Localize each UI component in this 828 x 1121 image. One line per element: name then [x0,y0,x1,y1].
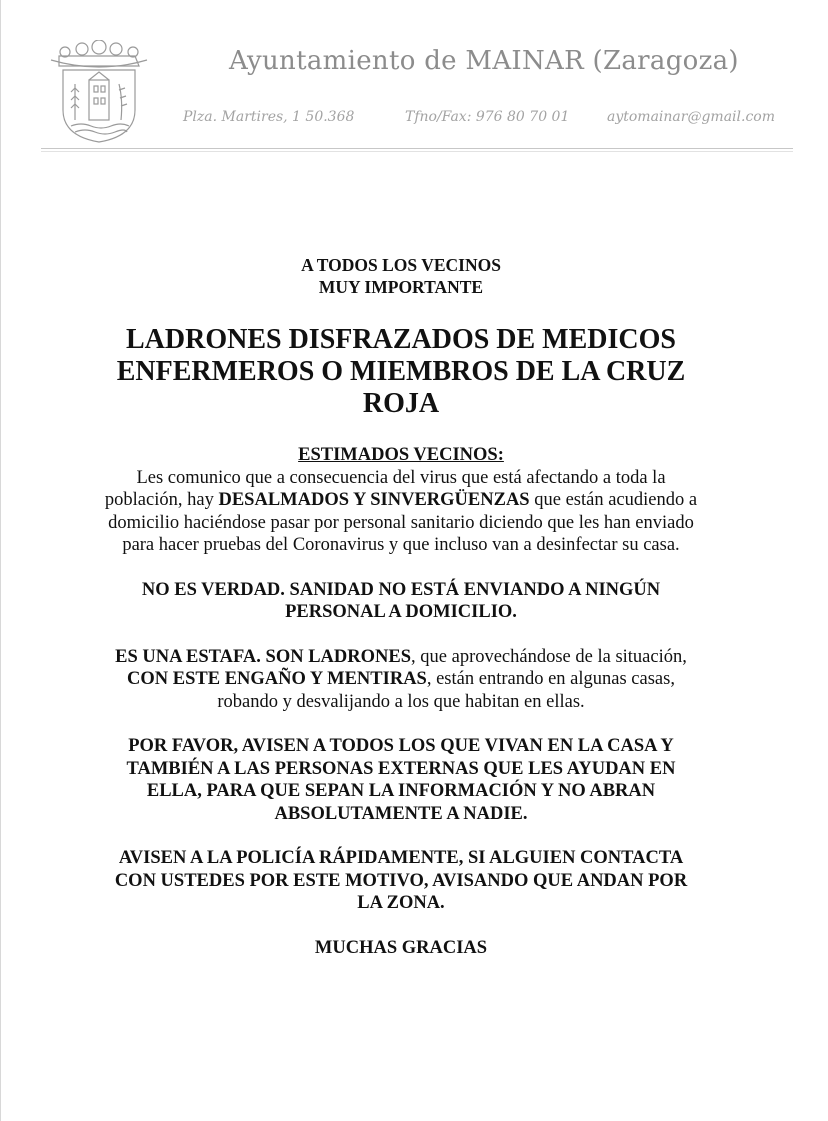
closing-text: MUCHAS GRACIAS [314,937,488,958]
audience-heading [101,254,701,298]
paragraph-text: que están acudiendo a domicilio haciéndose pasar por personal sanitario diciendo que les han enviado para hacer pruebas del Coronavirus y que incluso van a desinfectar su casa. [108,490,698,555]
contact-email: aytomainar@gmail.com [607,109,775,125]
header-divider [41,148,793,152]
organization-name: Ayuntamiento de MAINAR (Zaragoza) [229,46,739,76]
audience-line: A TODOS LOS VECINOS [301,255,501,275]
emphasis-text: ES UNA ESTAFA. SON LADRONES [115,646,412,667]
scam-paragraph [101,646,701,714]
notice-headline [101,324,701,420]
emphasis-text: DESALMADOS Y SINVERGÜENZAS [218,490,530,510]
importance-line: MUY IMPORTANTE [318,277,484,297]
paragraph-text: Les comunico que a consecuencia del virus que está afectando a toda la población, hay [104,467,666,510]
request-paragraph: POR FAVOR, AVISEN A TODOS LOS QUE VIVAN EN LA CASA Y TAMBIÉN A LAS PERSONAS EXTERNAS QUE LES AYUDAN EN ELLA, PARA QUE SEPAN LA INFORMACIÓN Y NO ABRAN ABSOLUTAMENTE A NADIE. [126,736,676,824]
contact-phone: Tfno/Fax: 976 80 70 01 [405,109,570,125]
greeting: ESTIMADOS VECINOS: [298,445,504,465]
paragraph-text: , que aprovechándose de la situación, [411,646,687,667]
police-paragraph: AVISEN A LA POLICÍA RÁPIDAMENTE, SI ALGUIEN CONTACTA CON USTEDES POR ESTE MOTIVO, AVISANDO QUE ANDAN POR LA ZONA. [114,848,688,913]
greeting-paragraph [101,444,701,557]
headline-line: ROJA [362,388,440,419]
headline-line: ENFERMEROS O MIEMBROS DE LA CRUZ [116,356,686,387]
headline-line: LADRONES DISFRAZADOS DE MEDICOS [126,324,676,355]
paragraph-text: , están entrando en algunas casas, robando y desvalijando a los que habitan en ellas. [217,669,675,712]
warning-paragraph: NO ES VERDAD. SANIDAD NO ESTÁ ENVIANDO A NINGÚN PERSONAL A DOMICILIO. [141,579,661,622]
emphasis-text: CON ESTE ENGAÑO Y MENTIRAS [127,669,427,689]
municipal-coat-of-arms-icon [45,40,153,144]
contact-address: Plza. Martires, 1 50.368 [183,109,355,125]
notice-body [101,254,701,959]
